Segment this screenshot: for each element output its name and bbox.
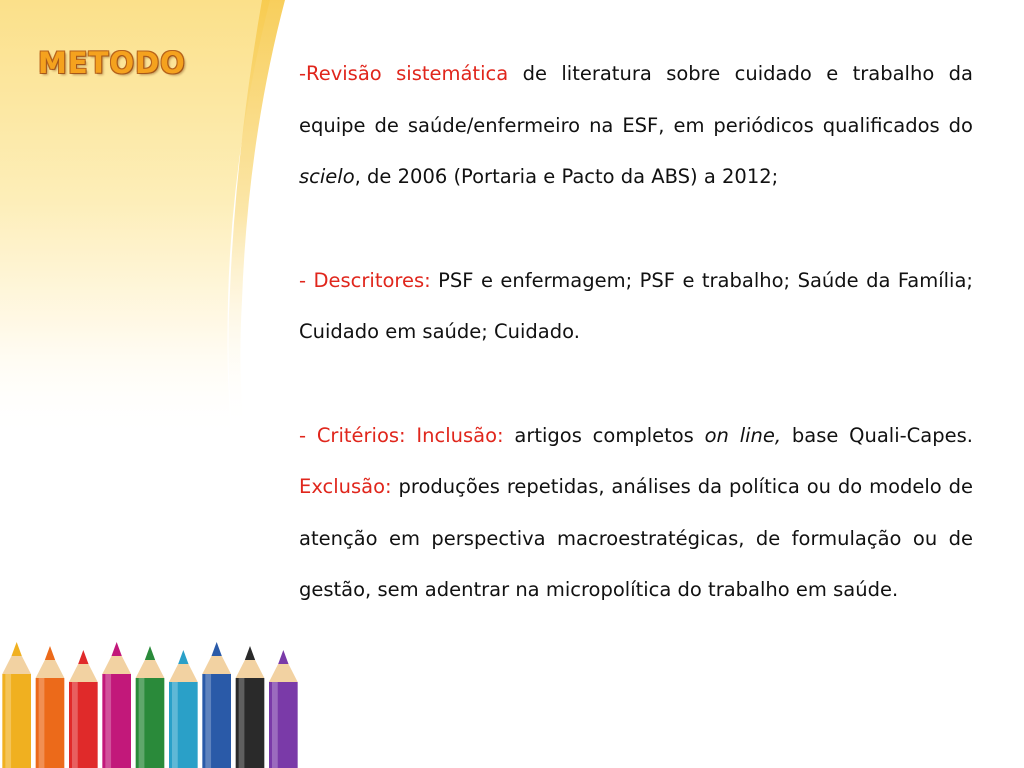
pencil [136, 646, 165, 768]
criteria-text-b: base Quali-Capes. [781, 423, 973, 447]
descriptors-paragraph [299, 255, 973, 358]
slide-content [299, 48, 973, 616]
pencil [202, 642, 231, 768]
pencil [236, 646, 265, 768]
exclusion-label: Exclusão: [299, 475, 392, 498]
criteria-text-a: artigos completos [503, 423, 705, 447]
pencil [69, 650, 98, 768]
descriptors-label: - Descritores: [299, 268, 431, 292]
pencil [102, 642, 131, 768]
colored-pencils-decoration [0, 620, 300, 768]
criteria-italic: on line, [704, 423, 782, 447]
pencil [2, 642, 31, 768]
review-label: -Revisão sistemática [299, 62, 509, 85]
review-italic: scielo [299, 165, 355, 188]
review-text-a: de literatura sobre cuidado e trabalho da equipe de saúde/enfermeiro na ESF, em periódicos qualificados do [299, 62, 973, 137]
pencil [169, 650, 198, 768]
method-review-paragraph [299, 48, 973, 203]
slide-title: METODO [38, 46, 186, 80]
criteria-label: - Critérios: Inclusão: [299, 423, 504, 447]
descriptors-text: PSF e enfermagem; PSF e trabalho; Saúde da Família; Cuidado em saúde; Cuidado. [299, 268, 973, 343]
review-text-b: , de 2006 (Portaria e Pacto da ABS) a 2012; [354, 165, 779, 188]
criteria-text-c: produções repetidas, análises da política ou do modelo de atenção em perspectiva macroestratégicas, de formulação ou de gestão, sem adentrar na micropolítica do trabalho em saúde. [299, 475, 973, 601]
pencil [269, 650, 298, 768]
pencil [36, 646, 65, 768]
criteria-paragraph [299, 410, 973, 616]
